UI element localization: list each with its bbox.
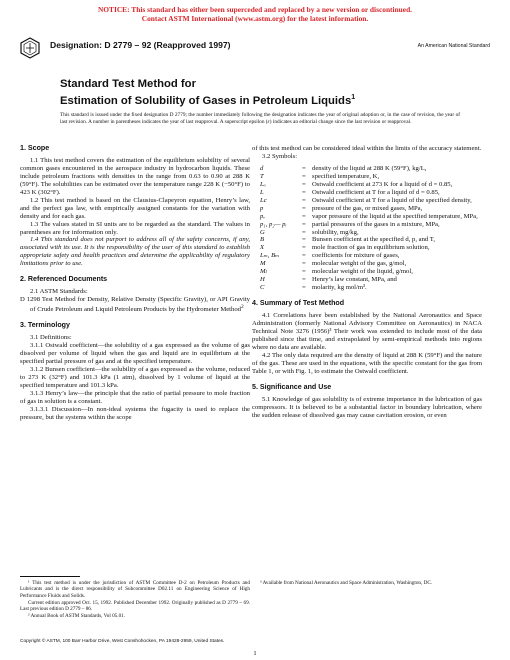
title-line-2-text: Estimation of Solubility of Gases in Petroleum Liquids [60, 94, 352, 107]
symbol: L [260, 188, 264, 196]
designation: Designation: D 2779 – 92 (Reapproved 1997) [50, 40, 231, 50]
symbol-definition: density of the liquid at 288 K (59°F), kg/L, [312, 164, 427, 172]
equals-sign: = [302, 252, 306, 260]
footnote-divider [20, 576, 80, 577]
symbol-row [260, 229, 482, 237]
notice-line-2: Contact ASTM International (www.astm.org) for the latest information. [141, 14, 369, 23]
symbol: T [260, 172, 264, 180]
symbol: Mₗ [260, 268, 268, 276]
section-heading-referenced-documents: 2. Referenced Documents [20, 275, 108, 284]
symbol-row [260, 276, 482, 284]
symbol: p₁, p₂— pᵢ [260, 220, 287, 228]
paragraph-1-2: 1.2 This test method is based on the Clausius-Clapeyron equation, Henry’s law, and the perfect gas law, with empirically assigned constants for the variation with density and for each gas. [20, 196, 250, 220]
paragraph-1-3: 1.3 The values stated in SI units are to be regarded as the standard. The values in parentheses are for information only. [20, 220, 250, 236]
symbol-row [260, 189, 482, 197]
section-heading-scope: 1. Scope [20, 144, 50, 152]
paragraph-continuation: of this test method can be considered ideal within the limits of the accuracy statement. [252, 145, 482, 152]
symbol-row [260, 221, 482, 229]
right-column [252, 145, 482, 420]
footnotes-left [20, 580, 250, 621]
notice-line-1: NOTICE: This standard has either been superceded and replaced by a new version or discontinued. [97, 5, 413, 14]
symbol-definition: mole fraction of gas in equilibrium solution, [312, 244, 430, 252]
footnotes-right [252, 580, 482, 586]
symbol-definition: pressure of the gas, or mixed gases, MPa, [312, 204, 423, 212]
symbol: H [260, 276, 265, 284]
document-title [60, 78, 355, 108]
equals-sign: = [302, 228, 306, 236]
page-number: 1 [253, 650, 257, 657]
equals-sign: = [302, 268, 306, 276]
equals-sign: = [302, 212, 306, 220]
definition-ostwald-coefficient: 3.1.1 Ostwald coefficient—the solubility of a gas expressed as the volume of gas dissolved per volume of liquid when the gas and liquid are in equilibrium at the specified partial pressure of gas and at the specified temperature. [20, 342, 250, 366]
symbol-definition: coefficients for mixture of gases, [312, 252, 400, 260]
paragraph-4-1: 4.1 Correlations have been established by the National Aeronautics and Space Administration (formerly National Advisory Committee on Aeronautics) in NACA Technical Note 3276 (1956)³ Their work was extended to include most of the data published since that time, and extrapolated by semi-empirical methods into regions where no data are available. [252, 312, 482, 351]
equals-sign: = [302, 260, 306, 268]
symbol-row [260, 181, 482, 189]
paragraph-1-1: 1.1 This test method covers the estimation of the equilibrium solubility of several common gases encountered in the aerospace industry in hydrocarbon liquids. These include petroleum fractions with densities in the range from 0.63 to 0.90 at 288 K (59°F). The solubilities can be estimated over the temperature range 228 K (−50°F) to 423 K (302°F). [20, 156, 250, 196]
symbol-row [260, 205, 482, 213]
symbol-row [260, 284, 482, 292]
symbol-definition: Ostwald coefficient at T for a liquid of the specified density, [312, 196, 472, 204]
definition-henrys-law: 3.1.3 Henry’s law—the principle that the ratio of partial pressure to mole fraction of gas in solution is a constant. [20, 389, 250, 405]
footnote-1: ¹ This test method is under the jurisdiction of ASTM Committee D-2 on Petroleum Products and Lubricants and is the direct responsibility of Subcommittee D02.11 on Engineering Science of High Performance Fluids and Solids. [20, 580, 250, 599]
section-heading-significance: 5. Significance and Use [252, 382, 332, 391]
equals-sign: = [302, 204, 306, 212]
symbol: G [260, 228, 265, 236]
left-column [20, 145, 250, 422]
astm-logo-icon [20, 37, 40, 59]
equals-sign: = [302, 276, 306, 284]
equals-sign: = [302, 180, 306, 188]
symbol: Lₒ [260, 180, 266, 188]
symbol: X [260, 244, 265, 252]
symbol-definition: specified temperature, K, [312, 172, 380, 180]
definition-bunsen-coefficient: 3.1.2 Bunsen coefficient—the solubility of a gas expressed as the volume, reduced to 273 K (32°F) and 101.3 kPa (1 atm), dissolved by 1 volume of liquid at the specified temperature and 101.3 kPa. [20, 366, 250, 389]
footnote-1-edition: Current edition approved Oct. 15, 1992. Published December 1992. Originally published as D 2779 – 69. Last previous edition D 2779 – 86. [20, 599, 250, 613]
symbol-definition: partial pressures of the gases in a mixture, MPa, [312, 220, 440, 228]
symbol-row [260, 165, 482, 173]
equals-sign: = [302, 236, 306, 244]
paragraph-2-1: 2.1 ASTM Standards: [30, 288, 88, 296]
equals-sign: = [302, 164, 306, 172]
equals-sign: = [302, 172, 306, 180]
symbol-definition: Ostwald coefficient at 273 K for a liquid of d = 0.85, [312, 180, 453, 188]
reference-d1298-text: D 1298 Test Method for Density, Relative Density (Specific Gravity), or API Gravity of Crude Petroleum and Liquid Petroleum Products by the Hydrometer Method [20, 296, 250, 314]
symbol-row [260, 260, 482, 268]
symbol-definition: solubility, mg/kg, [312, 228, 359, 236]
symbol-definition: Henry’s law constant, MPa, and [312, 276, 397, 284]
title-line-2 [60, 91, 355, 108]
standard-issue-note: This standard is issued under the fixed designation D 2779; the number immediately following the designation indicates the year of original adoption or, in the case of revision, the year of last revision. A number in parentheses indicates the year of last reapproval. A superscript epsilon (ε) indicates an editorial change since the last revision or reapproval. [60, 112, 460, 125]
symbol: B [260, 236, 265, 244]
symbol: Lₘ, Bₘ [260, 252, 280, 260]
symbol-definition: molarity, kg mol/m³. [312, 284, 367, 292]
symbol-row [260, 173, 482, 181]
symbol: Lc [260, 196, 267, 204]
copyright-line: Copyright © ASTM, 100 Barr Harbor Drive, West Conshohocken, PA 19428-2959, United States. [20, 639, 225, 644]
supersession-notice [0, 5, 510, 23]
footnote-3: ³ Available from National Aeronautics and Space Administration, Washington, DC. [260, 580, 433, 586]
symbol-row [260, 252, 482, 260]
symbol-row [260, 236, 482, 244]
symbol: p [260, 204, 264, 212]
paragraph-5-1: 5.1 Knowledge of gas solubility is of extreme importance in the lubrication of gas compressors. It is believed to be a substantial factor in boundary lubrication, where the sudden release of dissolved gas may cause cavitation erosion, or even [252, 395, 482, 419]
symbol: M [260, 260, 266, 268]
equals-sign: = [302, 188, 306, 196]
section-heading-summary: 4. Summary of Test Method [252, 299, 345, 308]
symbol-definition: Bunsen coefficient at the specified d, p, and T, [312, 236, 435, 244]
title-footnote-marker: 1 [351, 94, 356, 101]
symbol-row [260, 244, 482, 252]
symbols-list [260, 165, 482, 292]
symbol-definition: molecular weight of the liquid, g/mol, [312, 268, 413, 276]
equals-sign: = [302, 244, 306, 252]
reference-d1298 [20, 296, 250, 314]
paragraph-3-1: 3.1 Definitions: [30, 334, 72, 342]
paragraph-4-2: 4.2 The only data required are the density of liquid at 288 K (59°F) and the nature of the gas. These are used in the equations, with the specific constant for the gas from Table 1, or with Fig. 1, to estimate the Ostwald coefficient. [252, 351, 482, 375]
equals-sign: = [302, 196, 306, 204]
title-line-1: Standard Test Method for [60, 78, 196, 90]
symbol: pᵥ [260, 212, 266, 220]
discussion-3-1-3-1: 3.1.3.1 Discussion—In non-ideal systems the fugacity is used to replace the pressure, but the systems within the scope [20, 405, 250, 421]
footnote-2: ² Annual Book of ASTM Standards, Vol 05.01. [28, 613, 126, 620]
equals-sign: = [302, 220, 306, 228]
symbol-row [260, 268, 482, 276]
symbol: d [260, 164, 264, 172]
symbol-definition: vapor pressure of the liquid at the specified temperature, MPa, [312, 212, 478, 220]
symbol-row [260, 197, 482, 205]
symbol-row [260, 213, 482, 221]
reference-footnote-marker: 2 [241, 304, 244, 311]
publisher-label: An American National Standard [417, 43, 490, 49]
symbol-definition: molecular weight of the gas, g/mol, [312, 260, 407, 268]
symbol: C [260, 284, 265, 292]
equals-sign: = [302, 284, 306, 292]
section-heading-terminology: 3. Terminology [20, 321, 70, 330]
paragraph-3-2: 3.2 Symbols: [262, 152, 298, 160]
symbol-definition: Ostwald coefficient at T for a liquid of d = 0.85, [312, 188, 440, 196]
paragraph-1-4: 1.4 This standard does not purport to address all of the safety concerns, if any, associated with its use. It is the responsibility of the user of this standard to establish appropriate safety and health practices and determine the applicability of regulatory limitations prior to use. [20, 236, 250, 268]
